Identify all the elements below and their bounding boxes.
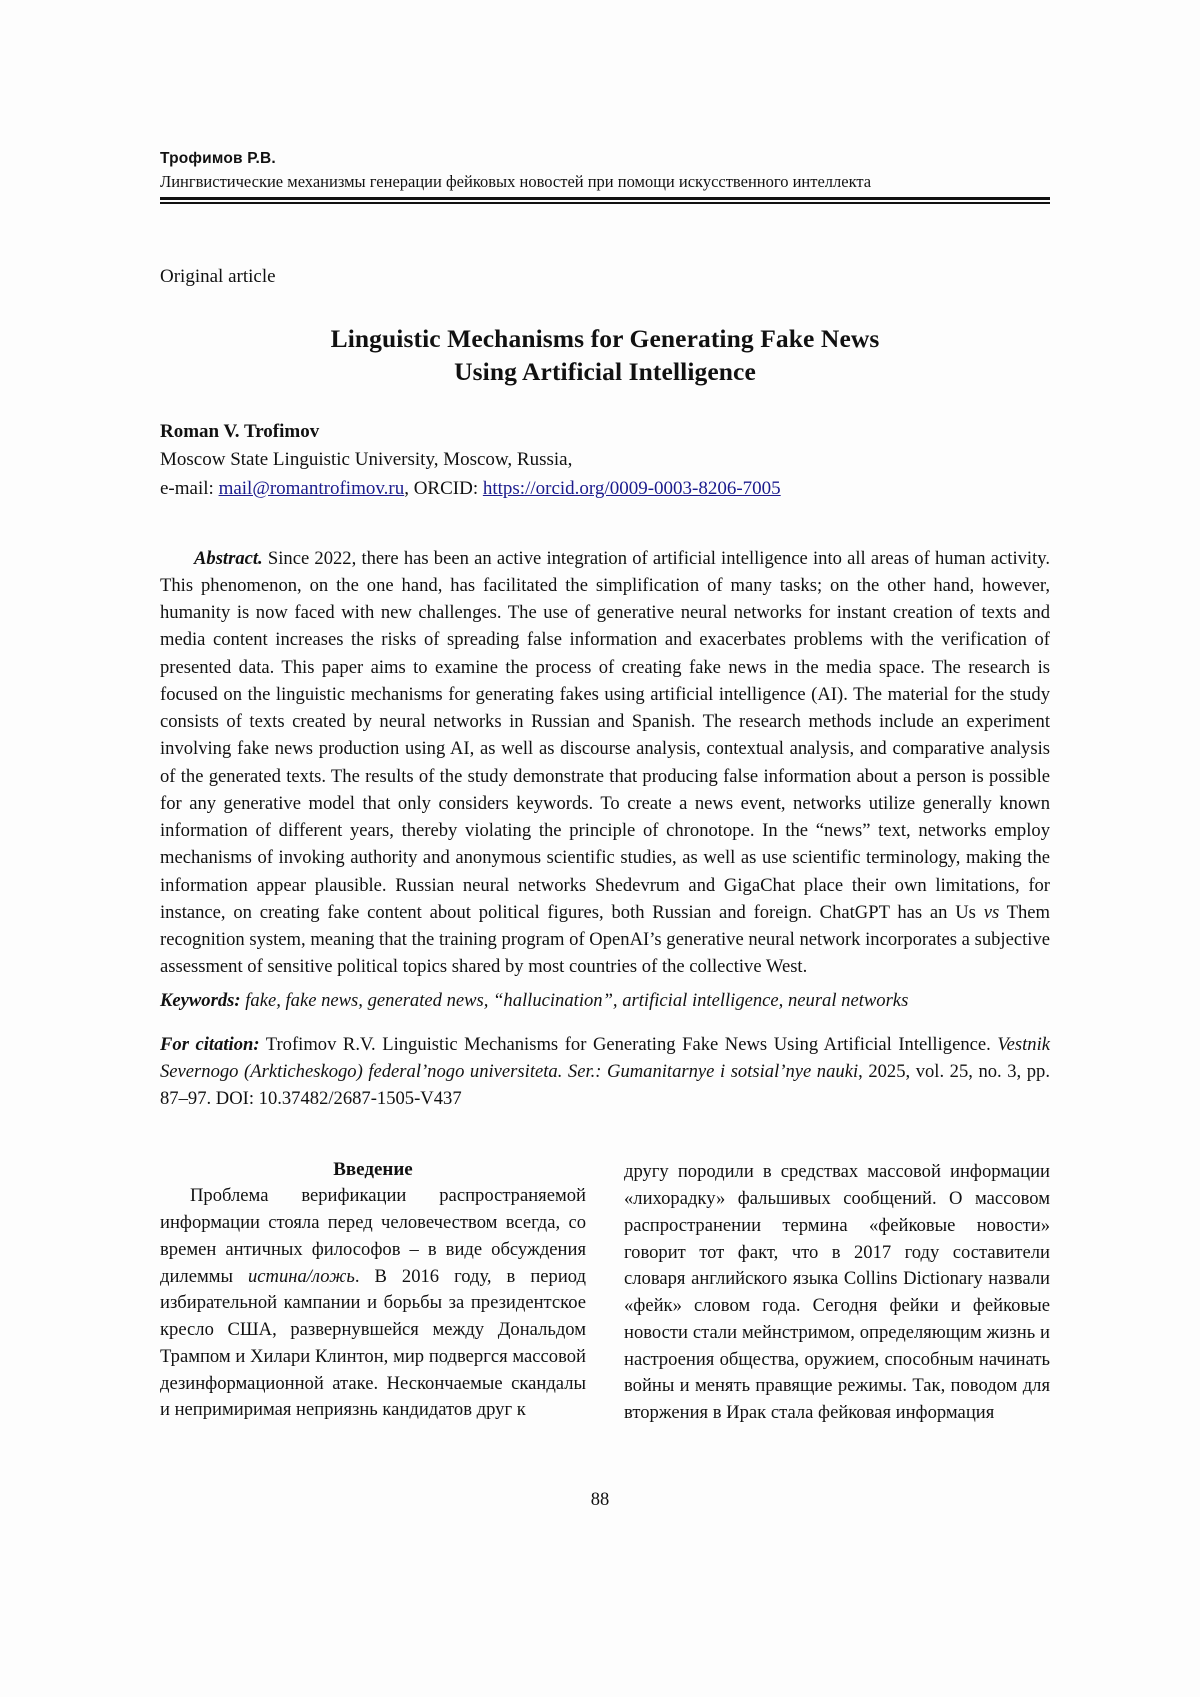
body-column-right bbox=[624, 1159, 1050, 1427]
abstract-text-tail: Them recognition system, meaning that the training program of OpenAI’s generative neural network incorporates a subjective assessment of sensitive political topics shared by most countries of the collective West. bbox=[160, 901, 1050, 978]
page-title bbox=[160, 322, 1050, 389]
orcid-label: , ORCID: bbox=[404, 477, 483, 499]
email-link[interactable]: mail@romantrofimov.ru bbox=[218, 477, 405, 499]
author-contact-line bbox=[160, 476, 1050, 503]
keywords-text: fake, fake news, generated news, “hallucination”, artificial intelligence, neural networks bbox=[240, 989, 909, 1011]
section-heading-introduction: Введение bbox=[333, 1159, 413, 1181]
running-head bbox=[160, 150, 1050, 204]
body-left-1-a: Проблема верификации распространяемой информации стояла перед человечеством всегда, со времен античных философов – в виде обсуждения дилеммы bbox=[160, 1185, 586, 1287]
keywords-paragraph bbox=[160, 988, 1050, 1015]
body-paragraph-left-1 bbox=[160, 1183, 586, 1424]
citation-journal: Vestnik Severnogo (Arkticheskogo) federal’nogo universiteta. Ser.: Gumanitarnye i sotsial’nye nauki bbox=[160, 1034, 1050, 1083]
body-columns bbox=[160, 1159, 1050, 1427]
citation-text: Trofimov R.V. Linguistic Mechanisms for Generating Fake News Using Artificial Intelligence. bbox=[259, 1034, 998, 1056]
author-name: Roman V. Trofimov bbox=[160, 420, 320, 442]
running-head-author: Трофимов Р.В. bbox=[160, 150, 276, 167]
citation-tail: , 2025, vol. 25, no. 3, pp. 87–97. DOI: 10.37482/2687-1505-V437 bbox=[160, 1061, 1050, 1110]
body-column-left bbox=[160, 1159, 586, 1427]
title-line-2: Using Artificial Intelligence bbox=[454, 357, 756, 387]
body-left-1-b: . В 2016 году, в период избирательной кампании и борьбы за президентское кресло США, развернувшейся между Дональдом Трампом и Хилари Клинтон, мир подвергся массовой дезинформационной атаке. Нескончаемые скандалы и непримиримая неприязнь кандидатов друг к bbox=[160, 1265, 586, 1421]
abstract-italic-vs: vs bbox=[983, 901, 1000, 923]
body-paragraph-right-1: другу породили в средствах массовой информации «лихорадку» фальшивых сообщений. О массовом распространении термина «фейковые новости» говорит тот факт, что в 2017 году составители словаря английского языка Collins Dictionary назвали «фейк» словом года. Сегодня фейки и фейковые новости стали мейнстримом, определяющим жизнь и настроения общества, оружием, способным начинать войны и менять правящие режимы. Так, поводом для вторжения в Ирак стала фейковая информация bbox=[624, 1161, 1050, 1424]
page-content bbox=[160, 150, 1050, 1427]
citation-paragraph bbox=[160, 1032, 1050, 1113]
keywords-label: Keywords: bbox=[160, 989, 241, 1011]
title-line-1: Linguistic Mechanisms for Generating Fake News bbox=[330, 323, 880, 353]
orcid-link[interactable]: https://orcid.org/0009-0003-8206-7005 bbox=[482, 477, 781, 499]
header-rule-thin bbox=[160, 202, 1050, 204]
page-number: 88 bbox=[590, 1490, 610, 1510]
abstract-label: Abstract. bbox=[194, 547, 263, 569]
citation-label: For citation: bbox=[160, 1034, 260, 1056]
body-left-1-italic: истина/ложь bbox=[247, 1265, 355, 1287]
abstract-paragraph bbox=[160, 545, 1050, 981]
header-rule-group bbox=[160, 197, 1050, 204]
author-affiliation: Moscow State Linguistic University, Moscow, Russia, bbox=[160, 448, 573, 470]
email-label: e-mail: bbox=[160, 477, 219, 499]
abstract-text: Since 2022, there has been an active integration of artificial intelligence into all areas of human activity. This phenomenon, on the one hand, has facilitated the simplification of many tasks; on the other hand, however, humanity is now faced with new challenges. The use of generative neural networks for instant creation of texts and media content increases the risks of spreading false information and exacerbates problems with the verification of presented data. This paper aims to examine the process of creating fake news in the media space. The research is focused on the linguistic mechanisms for generating fakes using artificial intelligence (AI). The material for the study consists of texts created by neural networks in Russian and Spanish. The research methods include an experiment involving fake news production using AI, as well as discourse analysis, contextual analysis, and comparative analysis of the generated texts. The results of the study demonstrate that producing false information about a person is possible for any generative model that only considers keywords. To create a news event, networks utilize generally known information of different years, thereby violating the principle of chronotope. In the “news” text, networks employ mechanisms of invoking authority and anonymous scientific studies, as well as use scientific terminology, making the information appear plausible. Russian neural networks Shedevrum and GigaChat place their own limitations, for instance, on creating fake content about political figures, both Russian and foreign. ChatGPT has an Us bbox=[160, 547, 1050, 923]
article-type: Original article bbox=[160, 265, 276, 287]
running-head-title: Лингвистические механизмы генерации фейковых новостей при помощи искусственного интеллекта bbox=[160, 172, 872, 191]
